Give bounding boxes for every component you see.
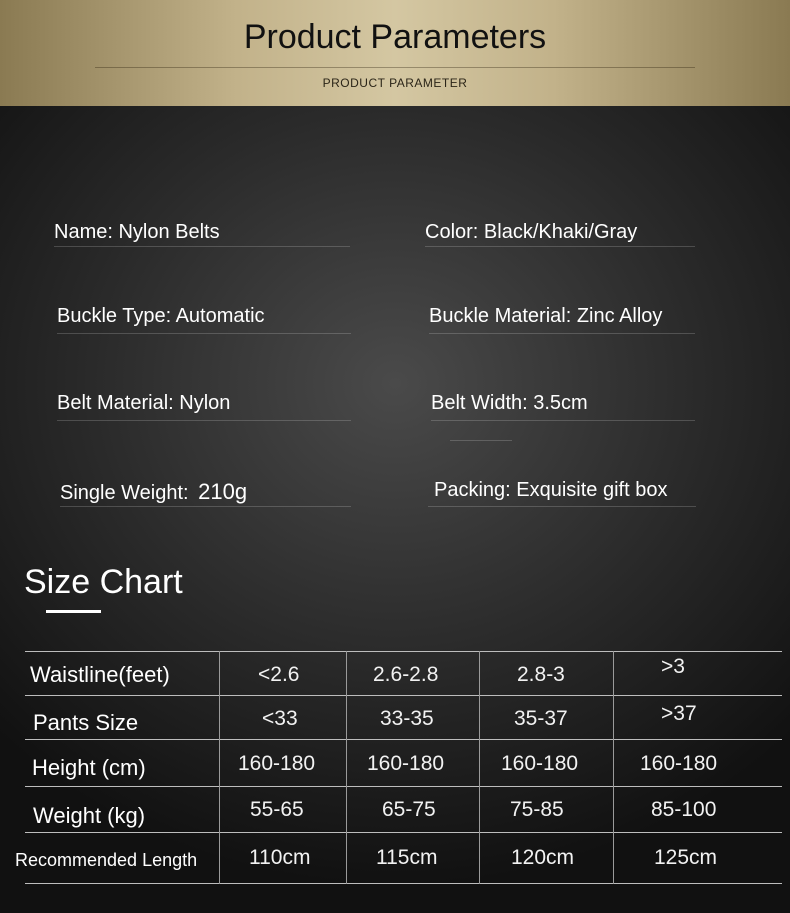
table-border-top	[25, 651, 782, 652]
param-single-weight	[60, 479, 247, 505]
table-row-divider	[25, 739, 782, 740]
table-row-label: Height (cm)	[32, 755, 146, 780]
table-cell: 35-37	[514, 707, 568, 730]
table-col-divider	[613, 651, 614, 884]
size-chart-title-underline	[46, 610, 101, 613]
page-title: Product Parameters	[243, 18, 547, 56]
table-cell: 33-35	[380, 707, 434, 730]
param-packing-underline	[428, 506, 696, 507]
table-row-divider	[25, 832, 782, 833]
size-chart-table	[15, 651, 782, 884]
table-cell: >3	[661, 655, 685, 678]
table-row-label: Recommended Length	[15, 850, 198, 870]
table-row-divider	[25, 695, 782, 696]
param-name: Name: Nylon Belts	[54, 221, 220, 243]
table-row-label: Weight (kg)	[33, 803, 146, 828]
table-cell: >37	[661, 702, 697, 725]
param-single-weight-underline	[60, 506, 351, 507]
param-color-underline	[425, 246, 695, 247]
table-cell: 110cm	[249, 846, 311, 869]
param-belt-width: Belt Width: 3.5cm	[431, 392, 588, 414]
table-cell: 115cm	[376, 846, 438, 869]
table-cell: 160-180	[367, 752, 445, 775]
table-cell: <33	[262, 707, 298, 730]
table-cell: 120cm	[511, 846, 575, 869]
table-col-divider	[219, 651, 220, 884]
param-belt-width-underline-short	[450, 440, 512, 441]
param-single-weight-label: Single Weight:	[60, 482, 189, 504]
size-chart-title: Size Chart	[24, 563, 183, 601]
table-cell: 85-100	[651, 798, 717, 821]
header-divider	[95, 67, 695, 68]
table-cell: 160-180	[501, 752, 579, 775]
param-single-weight-value: 210g	[198, 479, 248, 504]
param-buckle-type: Buckle Type: Automatic	[57, 305, 265, 327]
table-border-bottom	[25, 883, 782, 884]
param-belt-material-underline	[57, 420, 351, 421]
table-row-label: Waistline(feet)	[30, 662, 170, 687]
param-name-underline	[54, 246, 350, 247]
param-belt-material: Belt Material: Nylon	[57, 392, 231, 414]
param-buckle-material: Buckle Material: Zinc Alloy	[429, 305, 663, 327]
table-cell: 125cm	[654, 846, 718, 869]
table-cell: <2.6	[258, 663, 300, 686]
table-cell: 2.6-2.8	[373, 663, 439, 686]
table-cell: 160-180	[640, 752, 718, 775]
param-color: Color: Black/Khaki/Gray	[425, 221, 638, 243]
table-row-divider	[25, 786, 782, 787]
table-cell: 160-180	[238, 752, 316, 775]
table-cell: 55-65	[250, 798, 304, 821]
param-buckle-material-underline	[429, 333, 695, 334]
table-cell: 2.8-3	[517, 663, 565, 686]
page-subtitle: PRODUCT PARAMETER	[322, 76, 468, 90]
param-buckle-type-underline	[57, 333, 351, 334]
table-col-divider	[479, 651, 480, 884]
param-packing: Packing: Exquisite gift box	[434, 479, 668, 501]
table-col-divider	[346, 651, 347, 884]
table-cell: 65-75	[382, 798, 436, 821]
header-banner	[0, 0, 790, 106]
table-row-label: Pants Size	[33, 710, 139, 735]
param-belt-width-underline	[431, 420, 695, 421]
table-cell: 75-85	[510, 798, 564, 821]
